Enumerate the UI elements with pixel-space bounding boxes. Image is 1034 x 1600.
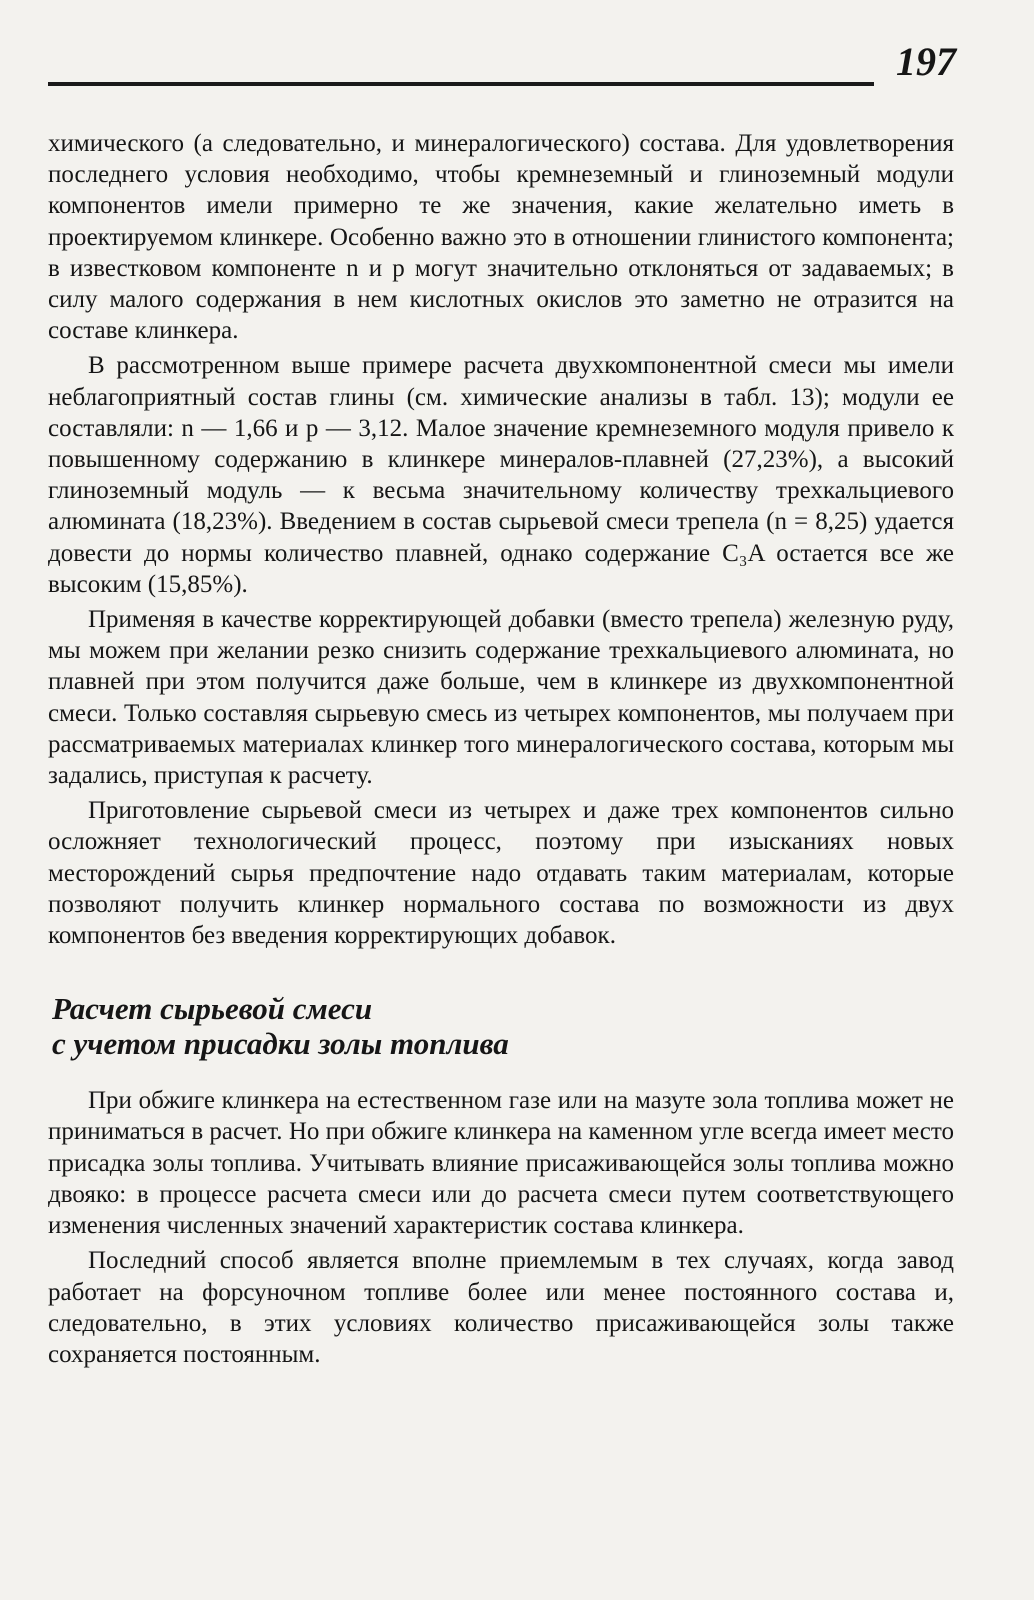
paragraph: Последний способ является вполне приемлемым в тех случаях, когда завод работает на форсуночном топливе более или менее постоянного состава и, следовательно, в этих условиях количество присаживающейся золы также сохраняется постоянным.: [48, 1247, 954, 1368]
header-rule: [48, 82, 874, 86]
page-body: [48, 128, 954, 1370]
section-title: [52, 991, 954, 1061]
paragraph: В рассмотренном выше примере расчета двухкомпонентной смеси мы имели неблагоприятный состав глины (см. химические анализы в табл. 13); модули ее составляли: n — 1,66 и p — 3,12. Малое значение кремнеземного модуля привело к повышенному содержанию в клинкере минералов-плавней (27,23%), а высокий глиноземный модуль — к весьма значительному количеству трехкальциевого алюмината (18,23%). Введением в состав сырьевой смеси трепела (n = 8,25) удается довести до нормы количество плавней, однако содержание C₃A остается все же высоким (15,85%).: [48, 352, 954, 598]
section-title-line: Расчет сырьевой смеси: [52, 991, 373, 1027]
page-header: [48, 38, 960, 94]
paragraph: При обжиге клинкера на естественном газе или на мазуте зола топлива может не приниматься в расчет. Но при обжиге клинкера на каменном угле всегда имеет место присадка золы топлива. Учитывать влияние присаживающейся золы топлива можно двояко: в процессе расчета смеси или до расчета смеси путем соответствующего изменения численных значений характеристик состава клинкера.: [48, 1087, 954, 1240]
section-title-line: с учетом присадки золы топлива: [52, 1026, 509, 1062]
paragraph: Приготовление сырьевой смеси из четырех и даже трех компонентов сильно осложняет технологический процесс, поэтому при изысканиях новых месторождений сырья предпочтение надо отдавать таким материалам, которые позволяют получить клинкер нормального состава по возможности из двух компонентов без введения корректирующих добавок.: [48, 797, 954, 950]
paragraph: Применяя в качестве корректирующей добавки (вместо трепела) железную руду, мы можем при желании резко снизить содержание трехкальциевого алюмината, но плавней при этом получится даже больше, чем в клинкере из двухкомпонентной смеси. Только составляя сырьевую смесь из четырех компонентов, мы получаем при рассматриваемых материалах клинкер того минералогического состава, которым мы задались, приступая к расчету.: [48, 606, 954, 790]
page-number: 197: [896, 39, 956, 84]
paragraph-continuation: химического (а следовательно, и минералогического) состава. Для удовлетворения последнего условия необходимо, чтобы кремнеземный и глиноземный модули компонентов имели примерно те же значения, какие желательно иметь в проектируемом клинкере. Особенно важно это в отношении глинистого компонента; в известковом компоненте n и p могут значительно отклоняться от задаваемых; в силу малого содержания в нем кислотных окислов это заметно не отразится на составе клинкера.: [48, 130, 954, 345]
